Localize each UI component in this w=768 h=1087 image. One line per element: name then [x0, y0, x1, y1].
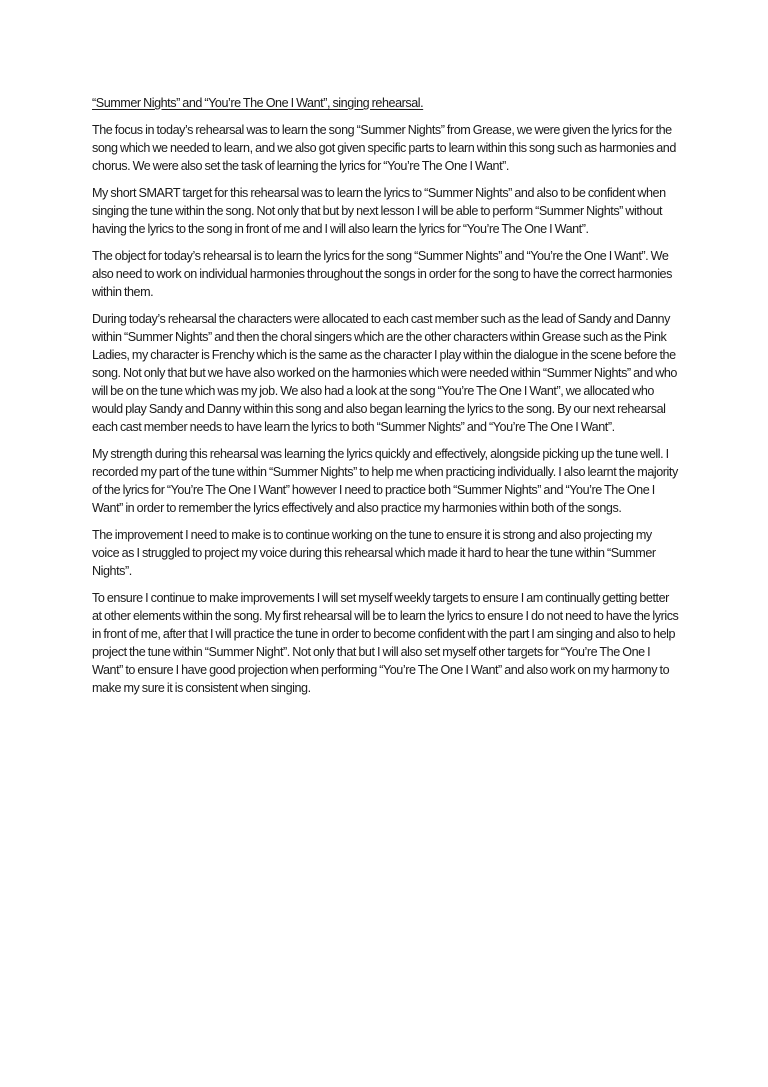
document-title: “Summer Nights” and “You’re The One I Want”, singing rehearsal.: [92, 96, 424, 110]
paragraph-objective: The object for today’s rehearsal is to learn the lyrics for the song “Summer Nights” and “You’re the One I Want”. We also need to work on individual harmonies throughout the songs in order for the song to have the correct harmonies within them.: [92, 249, 672, 299]
paragraph-strength: My strength during this rehearsal was learning the lyrics quickly and effectively, alongside picking up the tune well. I recorded my part of the tune within “Summer Nights” to help me when practicing individually. I also learnt the majority of the lyrics for “You’re The One I Want” however I need to practice both “Summer Nights” and “You’re The One I Want” in order to remember the lyrics effectively and also practice my harmonies within both of the songs.: [92, 447, 678, 515]
document-page: [92, 94, 680, 706]
paragraph-smart-target: My short SMART target for this rehearsal was to learn the lyrics to “Summer Nights” and also to be confident when singing the tune within the song. Not only that but by next lesson I will be able to perform “Summer Nights” without having the lyrics to the song in front of me and I will also learn the lyrics for “You’re The One I Want”.: [92, 186, 666, 236]
paragraph-future-targets: To ensure I continue to make improvements I will set myself weekly targets to ensure I am continually getting better at other elements within the song. My first rehearsal will be to learn the lyrics to ensure I do not need to have the lyrics in front of me, after that I will practice the tune in order to become confident with the part I am singing and also to help project the tune within “Summer Night”. Not only that but I will also set myself other targets for “You’re The One I Want” to ensure I have good projection when performing “You’re The One I Want” and also work on my harmony to make my sure it is consistent when singing.: [92, 591, 679, 695]
paragraph-focus: The focus in today’s rehearsal was to learn the song “Summer Nights” from Grease, we were given the lyrics for the song which we needed to learn, and we also got given specific parts to learn within this song such as harmonies and chorus. We were also set the task of learning the lyrics for “You’re The One I Want”.: [92, 123, 676, 173]
paragraph-improvement: The improvement I need to make is to continue working on the tune to ensure it is strong and also projecting my voice as I struggled to project my voice during this rehearsal which made it hard to hear the tune within “Summer Nights”.: [92, 528, 656, 578]
paragraph-rehearsal-summary: During today’s rehearsal the characters were allocated to each cast member such as the lead of Sandy and Danny within “Summer Nights” and then the choral singers which are the other characters within Grease such as the Pink Ladies, my character is Frenchy which is the same as the character I play within the dialogue in the scene before the song. Not only that but we have also worked on the harmonies which were needed within “Summer Nights” and who will be on the tune which was my job. We also had a look at the song “You’re The One I Want”, we allocated who would play Sandy and Danny within this song and also began learning the lyrics to the song. By our next rehearsal each cast member needs to have learn the lyrics to both “Summer Nights” and “You’re The One I Want”.: [92, 312, 677, 434]
